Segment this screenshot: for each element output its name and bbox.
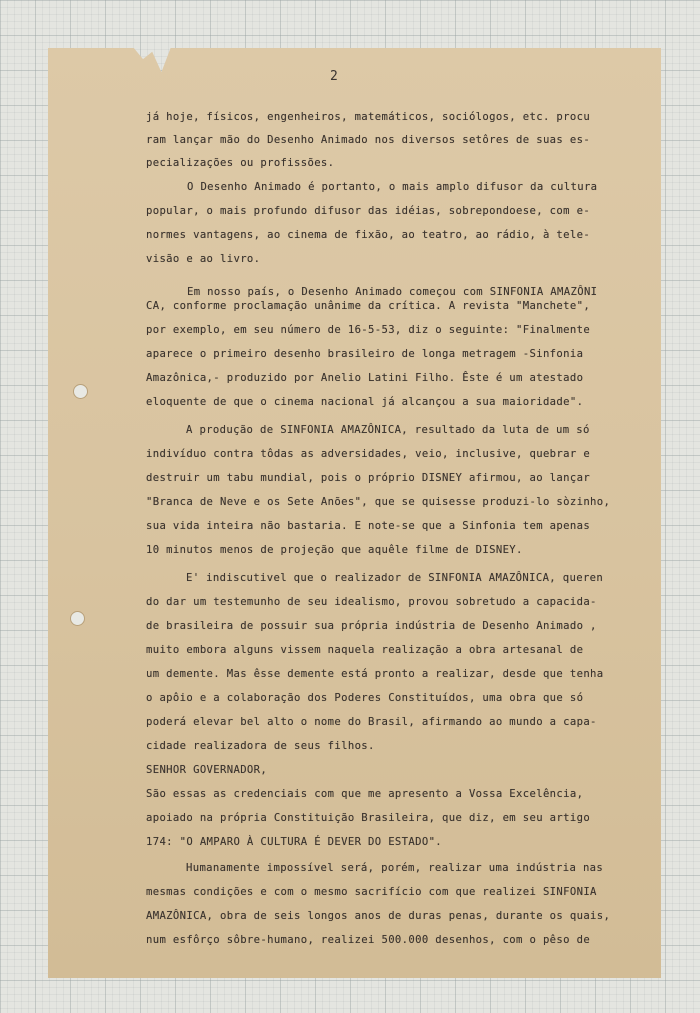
text-line: do dar um testemunho de seu idealismo, provou sobretudo a capacida-	[146, 596, 597, 608]
text-line: Humanamente impossível será, porém, realizar uma indústria nas	[186, 862, 604, 874]
text-line: ram lançar mão do Desenho Animado nos diversos setôres de suas es-	[146, 134, 591, 146]
text-line: destruir um tabu mundial, pois o próprio DISNEY afirmou, ao lançar	[146, 472, 591, 484]
text-line: CA, conforme proclamação unânime da crítica. A revista "Manchete",	[146, 300, 591, 312]
text-line: mesmas condições e com o mesmo sacrifício com que realizei SINFONIA	[146, 886, 597, 898]
text-line: por exemplo, em seu número de 16-5-53, diz o seguinte: "Finalmente	[146, 324, 591, 336]
text-line: aparece o primeiro desenho brasileiro de longa metragem -Sinfonia	[146, 348, 584, 360]
text-line: muito embora alguns vissem naquela realização a obra artesanal de	[146, 644, 584, 656]
text-line: eloquente de que o cinema nacional já alcançou a sua maioridade".	[146, 396, 584, 408]
text-line: E' indiscutivel que o realizador de SINFONIA AMAZÔNICA, queren	[186, 572, 604, 584]
text-line: popular, o mais profundo difusor das idéias, sobrepondoese, com e-	[146, 205, 591, 217]
text-line: indivíduo contra tôdas as adversidades, veio, inclusive, quebrar e	[146, 448, 591, 460]
salutation: SENHOR GOVERNADOR,	[146, 764, 268, 776]
text-line: normes vantagens, ao cinema de fixão, ao teatro, ao rádio, à tele-	[146, 229, 591, 241]
text-line: visão e ao livro.	[146, 253, 261, 265]
text-line: Em nosso país, o Desenho Animado começou com SINFONIA AMAZÔNI	[187, 286, 598, 298]
text-line: cidade realizadora de seus filhos.	[146, 740, 375, 752]
page-number: 2	[330, 69, 338, 84]
text-line: Amazônica,- produzido por Anelio Latini Filho. Êste é um atestado	[146, 372, 584, 384]
text-line: São essas as credenciais com que me apresento a Vossa Excelência,	[146, 788, 584, 800]
text-line: 10 minutos menos de projeção que aquêle filme de DISNEY.	[146, 544, 523, 556]
text-line: apoiado na própria Constituição Brasileira, que diz, em seu artigo	[146, 812, 591, 824]
text-line: de brasileira de possuir sua própria indústria de Desenho Animado ,	[146, 620, 597, 632]
text-line: um demente. Mas êsse demente está pronto a realizar, desde que tenha	[146, 668, 604, 680]
text-line: "Branca de Neve e os Sete Anões", que se quisesse produzi-lo sòzinho,	[146, 496, 611, 508]
text-line: poderá elevar bel alto o nome do Brasil, afirmando ao mundo a capa-	[146, 716, 597, 728]
text-line: já hoje, físicos, engenheiros, matemáticos, sociólogos, etc. procu	[146, 111, 591, 123]
text-line: 174: "O AMPARO À CULTURA É DEVER DO ESTADO".	[146, 836, 443, 848]
text-line: O Desenho Animado é portanto, o mais amplo difusor da cultura	[187, 181, 598, 193]
text-line: A produção de SINFONIA AMAZÔNICA, resultado da luta de um só	[186, 424, 590, 436]
text-line: pecializações ou profissões.	[146, 157, 335, 169]
punch-hole-upper	[73, 384, 88, 399]
punch-hole-lower	[70, 611, 85, 626]
text-line: num esfôrço sôbre-humano, realizei 500.000 desenhos, com o pêso de	[146, 934, 591, 946]
text-line: sua vida inteira não bastaria. E note-se que a Sinfonia tem apenas	[146, 520, 591, 532]
text-line: o apôio e a colaboração dos Poderes Constituídos, uma obra que só	[146, 692, 584, 704]
text-line: AMAZÔNICA, obra de seis longos anos de duras penas, durante os quais,	[146, 910, 611, 922]
